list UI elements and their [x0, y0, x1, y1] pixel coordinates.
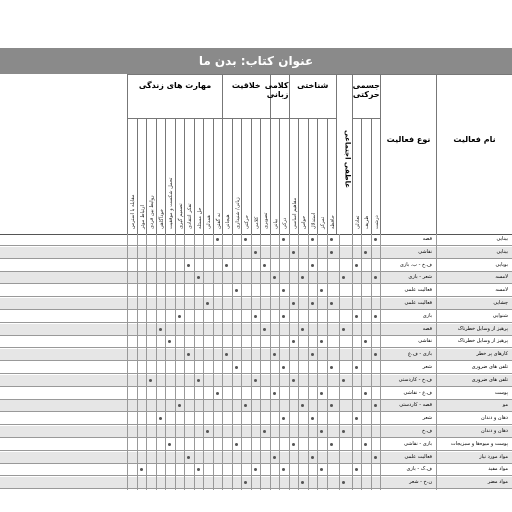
- header-subcolumn: [222, 118, 232, 234]
- header-activity-type: نوع فعالیت: [380, 74, 436, 234]
- check-mark-dot: [355, 315, 358, 318]
- header-subcolumn-label: حافظه: [329, 215, 336, 229]
- check-mark-dot: [282, 315, 285, 318]
- check-mark-dot: [254, 251, 257, 254]
- grid-line: [194, 234, 195, 490]
- check-mark-dot: [197, 276, 200, 279]
- check-mark-dot: [282, 238, 285, 241]
- check-mark-dot: [301, 481, 304, 484]
- check-mark-dot: [254, 379, 257, 382]
- header-subcolumn: [184, 118, 194, 234]
- header-subcolumn-label: خودآگاهی: [158, 209, 165, 229]
- check-mark-dot: [187, 264, 190, 267]
- activity-name-cell: مواد مضر: [487, 479, 508, 486]
- grid-line: [156, 234, 157, 490]
- header-subcolumn: [317, 118, 327, 234]
- check-mark-dot: [374, 456, 377, 459]
- header-subcolumn-label: کلامی: [253, 216, 260, 229]
- header-subcolumn: [289, 118, 299, 234]
- grid-line: [279, 234, 280, 490]
- header-subcolumn-label: استدلال: [310, 212, 317, 229]
- grid-line: [270, 234, 271, 490]
- header-group: کلامی زبانی: [270, 74, 289, 118]
- activity-type-cell: ف.خ - کاردستی: [398, 376, 432, 383]
- check-mark-dot: [292, 340, 295, 343]
- header-subcolumn: [279, 118, 289, 234]
- check-mark-dot: [216, 392, 219, 395]
- activity-type-cell: ف.خ: [422, 428, 432, 434]
- check-mark-dot: [311, 238, 314, 241]
- check-mark-dot: [225, 264, 228, 267]
- activity-name-cell: تلفن های ضروری: [471, 376, 508, 383]
- check-mark-dot: [355, 468, 358, 471]
- check-mark-dot: [330, 443, 333, 446]
- check-mark-dot: [355, 366, 358, 369]
- header-subcolumn: [327, 118, 337, 234]
- header-subcolumn: [127, 118, 137, 234]
- check-mark-dot: [206, 302, 209, 305]
- activity-name-cell: پرهیز از وسایل خطرناک: [457, 325, 508, 332]
- activity-type-cell: شعر: [422, 364, 432, 370]
- activity-type-cell: ف.ک - بازی: [406, 466, 432, 473]
- activity-name-cell: لامسه: [495, 274, 508, 281]
- grid-line: [165, 234, 166, 490]
- check-mark-dot: [374, 404, 377, 407]
- activity-type-cell: قصه: [422, 236, 432, 242]
- activity-type-cell: فعالیت علمی: [404, 287, 432, 294]
- header-subcolumn: [298, 118, 308, 234]
- check-mark-dot: [292, 443, 295, 446]
- check-mark-dot: [159, 328, 162, 331]
- activity-type-cell: ن.خ - شعر: [409, 479, 432, 486]
- check-mark-dot: [342, 481, 345, 484]
- check-mark-dot: [301, 328, 304, 331]
- check-mark-dot: [244, 238, 247, 241]
- grid-line: [241, 234, 242, 490]
- activity-type-cell: قصه - کاردستی: [399, 402, 432, 409]
- book-title: عنوان کتاب: بدن ما: [198, 54, 314, 68]
- header-subcolumn-label: مفاهیم اساسی: [291, 197, 298, 229]
- header-subcolumn-label: تمرکز: [320, 216, 326, 229]
- header-subcolumn-label: حواس: [301, 215, 307, 229]
- header-subcolumn-label: روابط بین فردی: [149, 195, 155, 229]
- grid-line: [137, 234, 138, 490]
- check-mark-dot: [168, 340, 171, 343]
- activity-name-cell: پوست: [494, 389, 508, 396]
- header-subcolumn: [232, 118, 242, 234]
- check-mark-dot: [330, 302, 333, 305]
- grid-line: [289, 234, 290, 490]
- header-subcolumn: [270, 118, 280, 234]
- header-subcolumn: [137, 118, 147, 234]
- check-mark-dot: [311, 353, 314, 356]
- check-mark-dot: [342, 430, 345, 433]
- check-mark-dot: [282, 417, 285, 420]
- grid-line: [361, 234, 362, 490]
- check-mark-dot: [320, 392, 323, 395]
- check-mark-dot: [292, 379, 295, 382]
- header-subcolumn-label: تحمل شکست و موفقیت: [168, 177, 174, 229]
- activity-name-cell: بینایی: [496, 248, 508, 255]
- grid-line: [175, 234, 176, 490]
- header-subcolumn: [175, 118, 185, 234]
- header-subcolumn-label: هیجانی: [225, 214, 231, 229]
- header-group: شناختی: [289, 74, 337, 118]
- check-mark-dot: [355, 417, 358, 420]
- header-subcolumn-label: تفکر انتقادی: [187, 203, 193, 229]
- activity-type-cell: فعالیت علمی: [404, 300, 432, 306]
- check-mark-dot: [342, 276, 345, 279]
- check-mark-dot: [364, 392, 367, 395]
- check-mark-dot: [311, 264, 314, 267]
- header-group: جسمی حرکتی: [352, 74, 381, 118]
- header-subcolumn: [251, 118, 261, 234]
- check-mark-dot: [282, 366, 285, 369]
- grid-line: [352, 234, 353, 490]
- check-mark-dot: [292, 251, 295, 254]
- check-mark-dot: [301, 404, 304, 407]
- grid-line: [436, 234, 437, 490]
- header-subcolumn-label: همدلی: [206, 215, 212, 229]
- check-mark-dot: [178, 315, 181, 318]
- activity-name-cell: لامسه: [495, 287, 508, 294]
- check-mark-dot: [330, 238, 333, 241]
- header-subcolumn: [260, 118, 270, 234]
- check-mark-dot: [225, 353, 228, 356]
- activity-sheet: [0, 48, 512, 490]
- header-group: عاطفی اجتماعی: [336, 74, 352, 234]
- header-subcolumn: [241, 118, 251, 234]
- activity-type-cell: ف.ع - نقاشی: [403, 389, 432, 396]
- check-mark-dot: [374, 276, 377, 279]
- header-subcolumn: [371, 118, 381, 234]
- grid-line: [260, 234, 261, 490]
- grid-line: [317, 234, 318, 490]
- activity-name-cell: دهان و دندان: [481, 428, 508, 434]
- activity-type-cell: ف.خ - ب. بازی: [399, 261, 432, 268]
- check-mark-dot: [330, 251, 333, 254]
- check-mark-dot: [364, 443, 367, 446]
- header-subcolumn-label: بیانی: [272, 219, 279, 229]
- header-subcolumn-label: تصمیم گیری: [177, 203, 184, 229]
- activity-name-cell: مواد مورد نیاز: [479, 453, 508, 460]
- header-subcolumn-label: ظریف: [364, 215, 370, 229]
- header-subcolumn: [352, 118, 362, 234]
- check-mark-dot: [254, 468, 257, 471]
- check-mark-dot: [263, 328, 266, 331]
- activity-name-cell: مواد مفید: [488, 466, 508, 473]
- check-mark-dot: [159, 417, 162, 420]
- check-mark-dot: [282, 468, 285, 471]
- check-mark-dot: [374, 315, 377, 318]
- check-mark-dot: [273, 276, 276, 279]
- grid-line: [127, 234, 128, 490]
- check-mark-dot: [216, 238, 219, 241]
- grid-line: [339, 234, 340, 490]
- header-subcolumn: [361, 118, 371, 234]
- header-subcolumn-label: تعادلی: [354, 215, 361, 229]
- activity-name-cell: چشایی: [493, 300, 508, 306]
- header-subcolumn-label: مقابله با استرس: [130, 194, 136, 229]
- check-mark-dot: [320, 289, 323, 292]
- check-mark-dot: [235, 366, 238, 369]
- activity-type-cell: نقاشی: [418, 338, 432, 345]
- check-mark-dot: [178, 404, 181, 407]
- check-mark-dot: [320, 430, 323, 433]
- header-subcolumn: [194, 118, 204, 234]
- grid-line: [203, 234, 204, 490]
- check-mark-dot: [244, 481, 247, 484]
- grid-line: [327, 234, 328, 490]
- activity-type-cell: نقاشی: [418, 248, 432, 255]
- header-subcolumn: [146, 118, 156, 234]
- check-mark-dot: [263, 264, 266, 267]
- check-mark-dot: [149, 379, 152, 382]
- check-mark-dot: [197, 379, 200, 382]
- header-subcolumn: [156, 118, 166, 234]
- header-subcolumn-label: درکی: [282, 217, 288, 229]
- header-subcolumn-label: حل مسئله: [196, 207, 203, 229]
- check-mark-dot: [311, 417, 314, 420]
- check-mark-dot: [292, 302, 295, 305]
- check-mark-dot: [330, 404, 333, 407]
- header-subcolumn-label: درشت: [373, 215, 380, 229]
- check-mark-dot: [197, 468, 200, 471]
- activity-type-cell: بازی - ف.ع: [408, 351, 432, 358]
- check-mark-dot: [206, 430, 209, 433]
- activity-name-cell: مو: [502, 402, 508, 409]
- header-group: خلاقیت: [222, 74, 270, 118]
- header-subcolumn: [213, 118, 223, 234]
- check-mark-dot: [355, 264, 358, 267]
- grid-line: [213, 234, 214, 490]
- header-subcolumn-label: حرکتی: [244, 215, 250, 229]
- header-subcolumn: [165, 118, 175, 234]
- check-mark-dot: [273, 353, 276, 356]
- grid-line: [222, 234, 223, 490]
- activity-name-cell: تلفن های ضروری: [471, 364, 508, 370]
- check-mark-dot: [168, 443, 171, 446]
- header-subcolumn-label: زبانی/ شنیداری: [234, 197, 241, 229]
- check-mark-dot: [330, 366, 333, 369]
- grid-line: [380, 234, 381, 490]
- check-mark-dot: [187, 456, 190, 459]
- grid-line: [298, 234, 299, 490]
- check-mark-dot: [235, 289, 238, 292]
- activity-name-cell: دهان و دندان: [481, 415, 508, 422]
- check-mark-dot: [301, 276, 304, 279]
- activity-type-cell: بازی - نقاشی: [403, 440, 432, 447]
- activity-type-cell: فعالیت علمی: [404, 453, 432, 460]
- header-subcolumn-label: ارتباط موثر: [139, 205, 146, 229]
- header-subcolumn-label: تصویری: [263, 212, 269, 229]
- check-mark-dot: [282, 289, 285, 292]
- activity-type-cell: بازی: [422, 312, 432, 319]
- grid-line: [308, 234, 309, 490]
- check-mark-dot: [187, 353, 190, 356]
- activity-name-cell: کارهای پر خطر: [476, 351, 508, 358]
- check-mark-dot: [342, 328, 345, 331]
- activity-type-cell: قصه: [422, 325, 432, 332]
- activity-name-cell: بویایی: [495, 261, 508, 268]
- check-mark-dot: [311, 302, 314, 305]
- check-mark-dot: [320, 468, 323, 471]
- activity-name-cell: شنوایی: [492, 312, 508, 319]
- grid-line: [371, 234, 372, 490]
- check-mark-dot: [374, 353, 377, 356]
- activity-name-cell: پرهیز از وسایل خطرناک: [457, 338, 508, 345]
- check-mark-dot: [342, 379, 345, 382]
- check-mark-dot: [235, 443, 238, 446]
- table-header: [0, 74, 512, 235]
- header-activity-name: نام فعالیت: [436, 74, 512, 234]
- grid-line: [232, 234, 233, 490]
- grid-line: [251, 234, 252, 490]
- grid-line: [146, 234, 147, 490]
- title-bar: [0, 48, 512, 74]
- check-mark-dot: [263, 430, 266, 433]
- check-mark-dot: [273, 392, 276, 395]
- header-subcolumn: [203, 118, 213, 234]
- header-group: مهارت های زندگی: [127, 74, 222, 118]
- check-mark-dot: [320, 340, 323, 343]
- check-mark-dot: [244, 404, 247, 407]
- header-subcolumn-label: نه گفتن: [215, 213, 222, 229]
- check-mark-dot: [140, 468, 143, 471]
- header-subcolumn: [308, 118, 318, 234]
- check-mark-dot: [273, 456, 276, 459]
- check-mark-dot: [364, 340, 367, 343]
- grid-line: [184, 234, 185, 490]
- activity-type-cell: شعر - بازی: [408, 274, 432, 281]
- activity-name-cell: بینایی: [496, 236, 508, 242]
- check-mark-dot: [374, 238, 377, 241]
- check-mark-dot: [311, 456, 314, 459]
- activity-type-cell: شعر: [422, 415, 432, 422]
- activity-name-cell: پوست و میوه‌ها و سبزیجات: [450, 440, 508, 447]
- check-mark-dot: [254, 315, 257, 318]
- check-mark-dot: [364, 251, 367, 254]
